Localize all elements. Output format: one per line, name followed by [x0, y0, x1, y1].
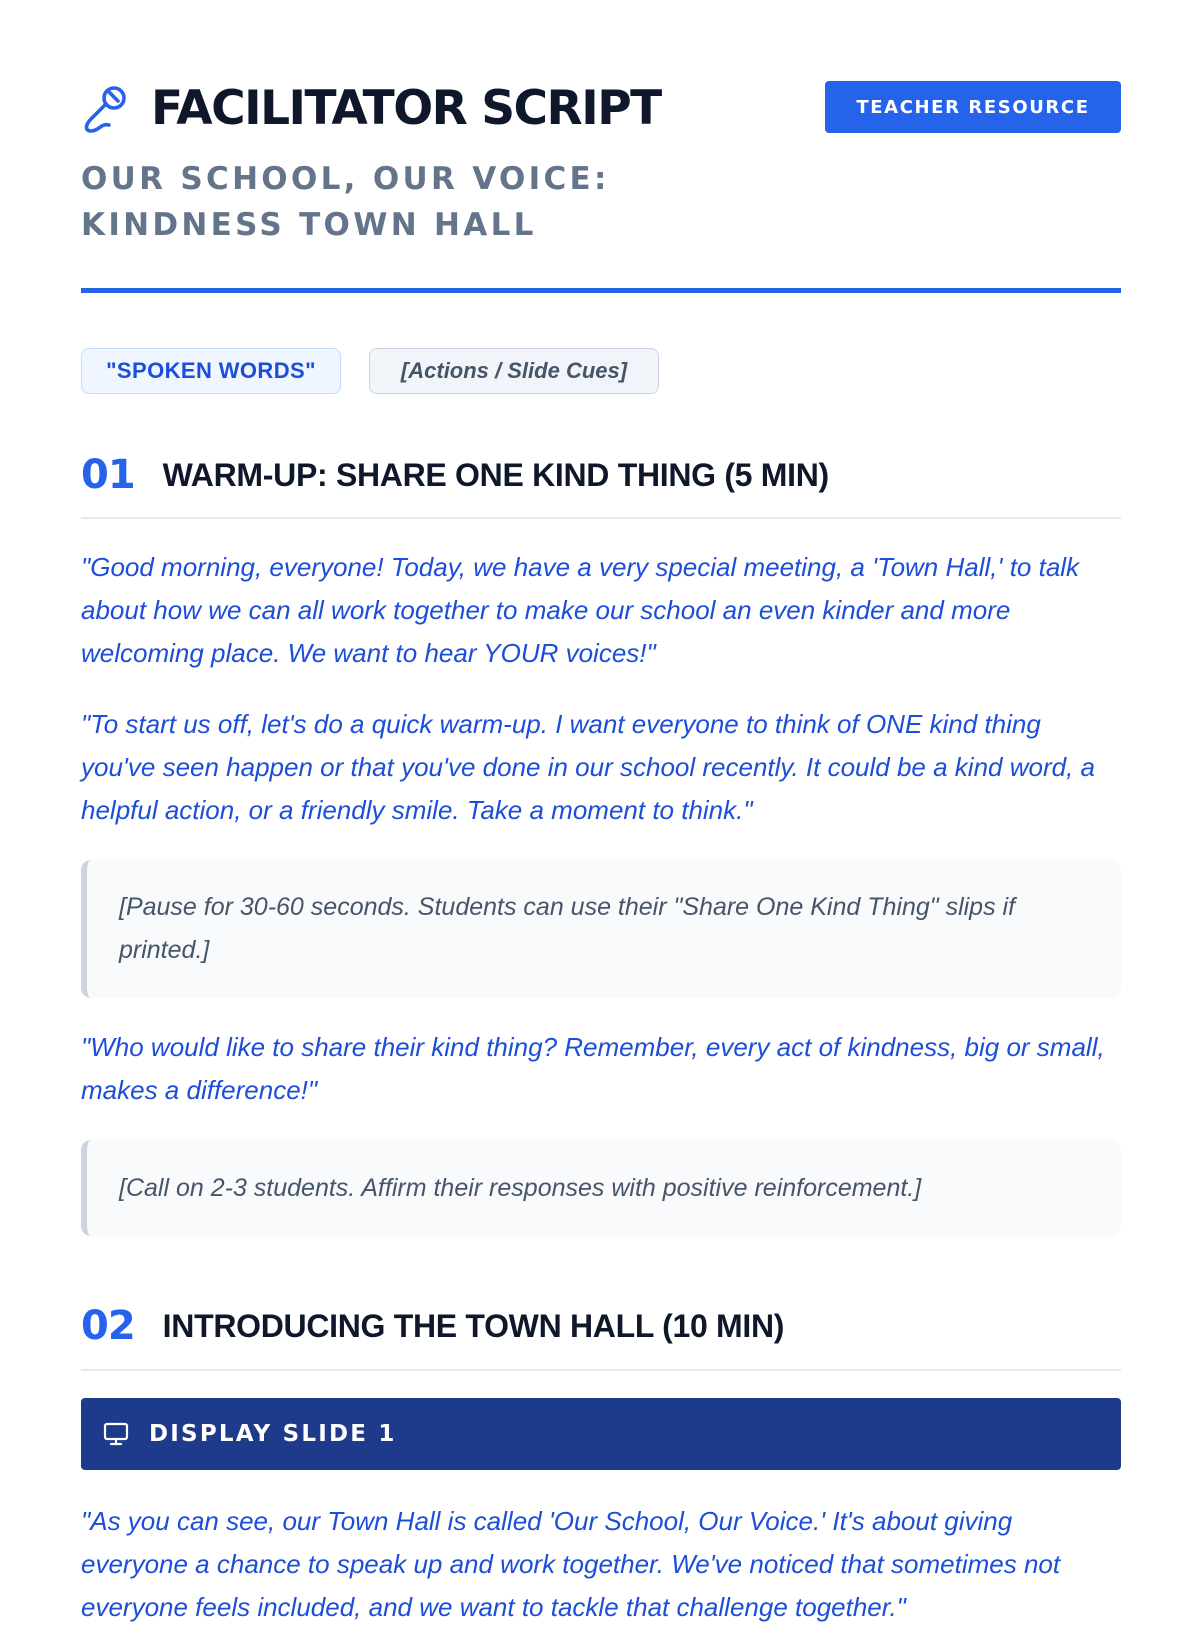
- legend-spoken-words: "SPOKEN WORDS": [81, 348, 341, 394]
- section-divider: [81, 517, 1121, 519]
- title-row: [81, 80, 661, 138]
- legend-actions-cues: [Actions / Slide Cues]: [369, 348, 659, 394]
- action-cue: [81, 1140, 1121, 1236]
- section-number: 01: [81, 452, 135, 498]
- monitor-icon: [103, 1421, 129, 1447]
- spoken-text: "To start us off, let's do a quick warm-up. I want everyone to think of ONE kind thing you've seen happen or that you've done in our school recently. It could be a kind word, a helpful action, or a friendly smile. Take a moment to think.": [81, 709, 1095, 825]
- document-header: [81, 0, 1121, 300]
- microphone-icon: [81, 81, 131, 137]
- section-heading: [81, 452, 1121, 498]
- section-title: INTRODUCING THE TOWN HALL (10 MIN): [162, 1307, 785, 1344]
- action-cue: [81, 860, 1121, 998]
- facilitator-script-page: [81, 0, 1121, 1622]
- teacher-resource-badge: TEACHER RESOURCE: [825, 81, 1121, 133]
- header-divider: [81, 288, 1121, 293]
- action-cue-text: [Call on 2-3 students. Affirm their responses with positive reinforcement.]: [119, 1173, 922, 1202]
- page-title: FACILITATOR SCRIPT: [151, 81, 661, 136]
- spoken-text: "Who would like to share their kind thing? Remember, every act of kindness, big or small, makes a difference!": [81, 1032, 1105, 1105]
- page-subtitle: OUR SCHOOL, OUR VOICE: KINDNESS TOWN HALL: [81, 161, 610, 243]
- legend: [81, 348, 659, 394]
- slide-cue-label: DISPLAY SLIDE 1: [149, 1421, 397, 1447]
- spoken-text: "As you can see, our Town Hall is called 'Our School, Our Voice.' It's about giving everyone a chance to speak up and work together. We've noticed that sometimes not everyone feels included, and we want to tackle that challenge together.": [81, 1506, 1061, 1622]
- action-cue-text: [Pause for 30-60 seconds. Students can use their "Share One Kind Thing" slips if printed.]: [119, 893, 1016, 964]
- slide-cue-bar: [81, 1398, 1121, 1470]
- section-number: 02: [81, 1303, 135, 1349]
- section-title: WARM-UP: SHARE ONE KIND THING (5 MIN): [162, 456, 829, 493]
- section-divider: [81, 1369, 1121, 1371]
- section-heading: [81, 1303, 1121, 1349]
- spoken-text: "Good morning, everyone! Today, we have a very special meeting, a 'Town Hall,' to talk about how we can all work together to make our school an even kinder and more welcoming place. We want to hear YOUR voices!": [81, 552, 1080, 668]
